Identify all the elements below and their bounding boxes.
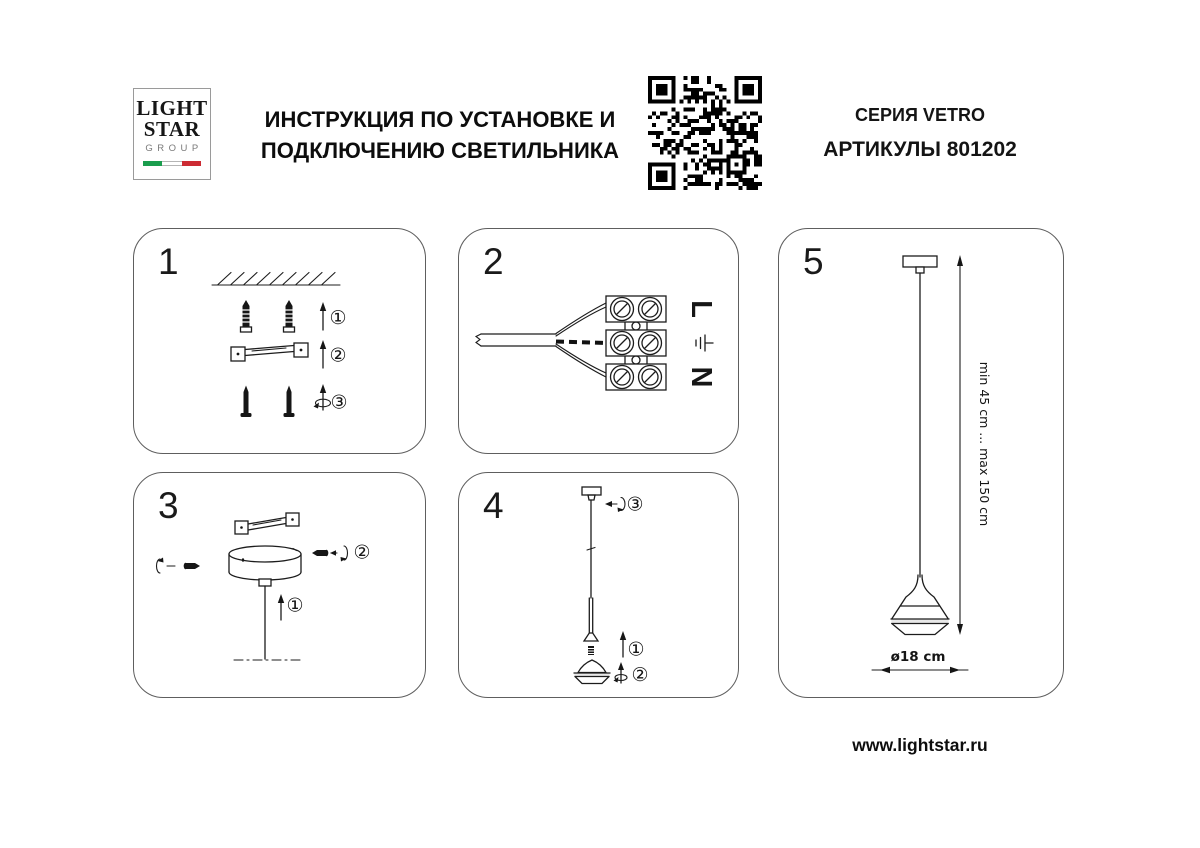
wall-plug [284, 300, 295, 332]
step1-badge-1: ① [329, 307, 347, 329]
up-arrow-icon [320, 340, 326, 368]
website-link[interactable]: www.lightstar.ru [852, 735, 988, 755]
height-range-label: min 45 cm ... max 150 cm [977, 361, 992, 527]
page-title [228, 104, 652, 166]
step3-badge-2: ② [353, 541, 371, 564]
logo-text-star: STAR [143, 117, 201, 141]
ceiling-canopy [903, 256, 937, 273]
step2-panel [458, 228, 739, 454]
lightstar-logo [133, 88, 211, 180]
ceiling-hatching [212, 273, 340, 286]
screw [184, 563, 200, 569]
screw [312, 550, 328, 556]
step4-panel [458, 472, 739, 698]
logo-text-group: GROUP [145, 143, 203, 154]
screw [284, 386, 295, 418]
step5-illustration [779, 229, 1062, 696]
logo-text-light: LIGHT [136, 96, 208, 120]
title-line-2: ПОДКЛЮЧЕНИЮ СВЕТИЛЬНИКА [260, 138, 620, 163]
italian-flag-icon [143, 161, 201, 166]
screw-rotation-icon [330, 546, 348, 562]
power-cable [476, 303, 606, 377]
step4-badge-1: ① [627, 638, 645, 661]
screw [241, 386, 252, 418]
diameter-label: ø18 cm [890, 649, 946, 665]
step2-illustration [459, 229, 737, 452]
step1-badge-2: ② [329, 344, 347, 367]
step1-illustration [134, 229, 424, 452]
step3-illustration [134, 473, 424, 696]
step1-badge-3: ③ [330, 391, 348, 414]
up-arrow-icon [620, 631, 626, 657]
mounting-bracket [231, 343, 308, 361]
step-number: 5 [803, 241, 824, 282]
line-wire-label: L [685, 300, 717, 318]
step3-badge-1: ① [286, 594, 304, 617]
step5-panel [778, 228, 1064, 698]
lamp-shade [574, 660, 610, 684]
step1-panel [133, 228, 426, 454]
step-number: 1 [158, 241, 179, 282]
step4-illustration [459, 473, 737, 696]
up-arrow-icon [278, 594, 284, 620]
diameter-dimension [872, 649, 968, 673]
step-number: 3 [158, 485, 179, 526]
twist-rotation-icon [605, 498, 625, 513]
step-number: 4 [483, 485, 504, 526]
ground-symbol-icon [696, 335, 713, 351]
step4-badge-2: ② [631, 664, 649, 686]
wall-plug [241, 300, 252, 332]
step3-panel [133, 472, 426, 698]
mounting-bracket [235, 513, 299, 534]
ceiling-canopy [582, 487, 601, 500]
neutral-wire-label: N [685, 366, 717, 388]
product-info [795, 105, 1045, 162]
article-number: АРТИКУЛЫ 801202 [823, 138, 1017, 161]
terminal-block [606, 296, 666, 390]
title-line-1: ИНСТРУКЦИЯ ПО УСТАНОВКЕ И [264, 107, 616, 132]
series-label: СЕРИЯ VETRO [855, 105, 985, 125]
qr-code [648, 76, 762, 190]
up-arrow-icon [320, 302, 326, 330]
step-number: 2 [483, 241, 504, 282]
step4-badge-3: ③ [626, 493, 644, 516]
suspension-cable [584, 500, 598, 641]
lamp-socket [588, 646, 594, 655]
height-dimension [957, 255, 992, 635]
screw-rotation-icon [314, 384, 331, 410]
lamp-shade [891, 575, 949, 635]
screw-rotation-icon [157, 558, 176, 574]
screw-rotation-icon [614, 662, 628, 683]
